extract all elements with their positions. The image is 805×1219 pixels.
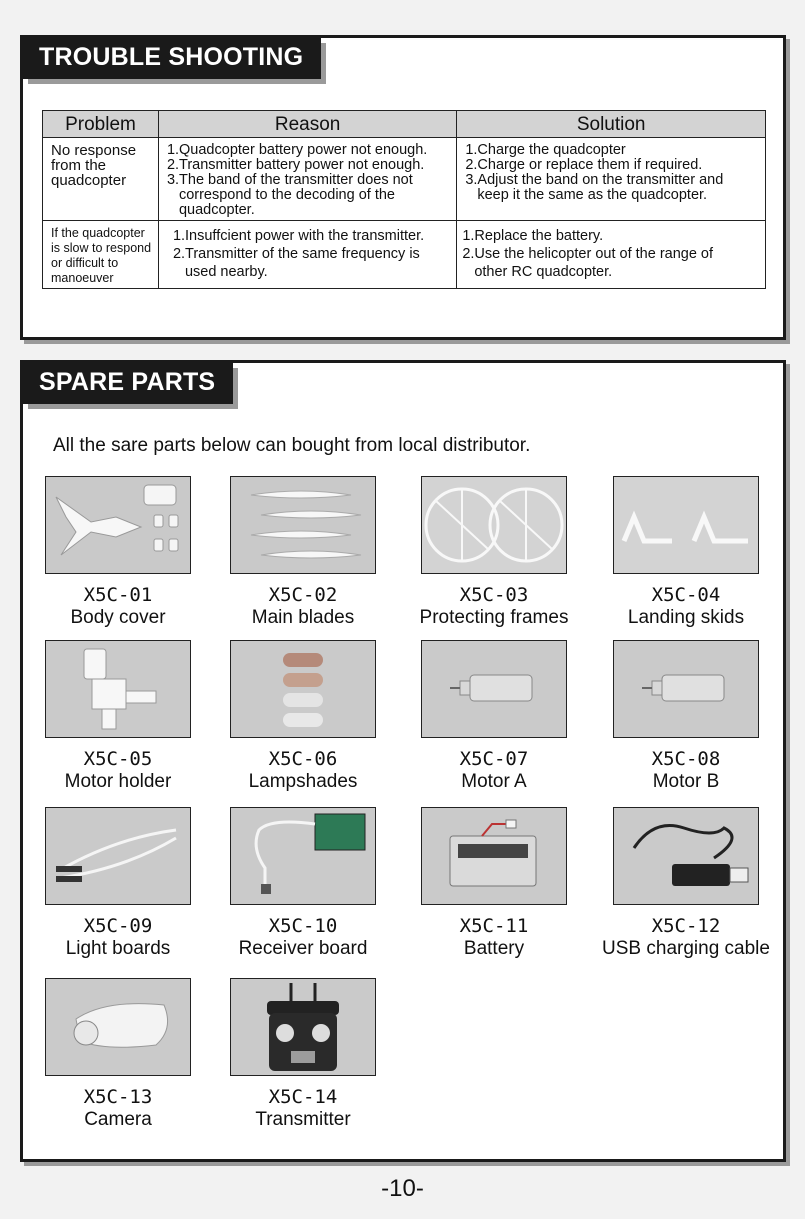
main-blades-image [230, 476, 376, 574]
part-code: X5C-02 [268, 584, 338, 606]
reason-line: correspond to the decoding of the [178, 187, 395, 203]
page-number: -10- [381, 1175, 424, 1202]
part-code: X5C-07 [459, 748, 529, 770]
motor-holder-image [45, 640, 191, 738]
part-name: Main blades [251, 607, 355, 628]
motor-b-image [613, 640, 759, 738]
part-code: X5C-06 [268, 748, 338, 770]
part-name: Camera [84, 1109, 152, 1130]
part-body-cover [23, 476, 213, 630]
part-name: Transmitter [255, 1109, 351, 1130]
header-problem: Problem [43, 111, 159, 138]
part-light-boards [23, 807, 213, 961]
part-motor-b [591, 640, 781, 794]
part-code: X5C-09 [83, 915, 153, 937]
part-code: X5C-12 [651, 915, 721, 937]
solution-line: 3.Adjust the band on the transmitter and [465, 172, 724, 188]
solution-line: 1.Replace the battery. [462, 228, 604, 244]
part-landing-skids [591, 476, 781, 630]
reason-line: 1.Quadcopter battery power not enough. [166, 142, 428, 158]
part-name: Battery [463, 938, 525, 959]
problem-line: If the quadcopter [51, 226, 145, 240]
reason-line: quadcopter. [178, 202, 255, 218]
solution-line: 2.Use the helicopter out of the range of [462, 246, 714, 262]
part-protecting-frames [399, 476, 589, 630]
reason-line: used nearby. [184, 264, 268, 280]
reason-line: 2.Transmitter of the same frequency is [172, 246, 420, 262]
reason-cell [158, 138, 456, 221]
part-code: X5C-11 [459, 915, 529, 937]
transmitter-image [230, 978, 376, 1076]
problem-line: or difficult to [51, 256, 119, 270]
protecting-frames-image [421, 476, 567, 574]
problem-line: manoeuver [51, 271, 114, 285]
receiver-board-image [230, 807, 376, 905]
solution-cell [457, 138, 766, 221]
spare-parts-panel [20, 360, 786, 1162]
part-receiver-board [208, 807, 398, 961]
solution-cell [457, 221, 766, 289]
part-name: Receiver board [238, 938, 368, 959]
part-usb-charging-cable [591, 807, 781, 961]
reason-line: 2.Transmitter battery power not enough. [166, 157, 425, 173]
part-code: X5C-10 [268, 915, 338, 937]
part-name: Motor B [652, 771, 720, 792]
part-name: Motor holder [64, 771, 172, 792]
problem-line: quadcopter [51, 172, 127, 189]
part-motor-a [399, 640, 589, 794]
table-row [43, 138, 766, 221]
part-lampshades [208, 640, 398, 794]
part-code: X5C-01 [83, 584, 153, 606]
part-main-blades [208, 476, 398, 630]
part-code: X5C-03 [459, 584, 529, 606]
lampshades-image [230, 640, 376, 738]
body-cover-image [45, 476, 191, 574]
reason-line: 3.The band of the transmitter does not [166, 172, 413, 188]
part-name: Motor A [461, 771, 527, 792]
solution-line: 1.Charge the quadcopter [465, 142, 626, 158]
spare-parts-title: SPARE PARTS [23, 363, 233, 404]
part-name: Body cover [70, 607, 166, 628]
camera-image [45, 978, 191, 1076]
part-code: X5C-04 [651, 584, 721, 606]
part-transmitter [208, 978, 398, 1132]
trouble-shooting-title: TROUBLE SHOOTING [23, 38, 321, 79]
problem-line: No response [51, 142, 137, 159]
light-boards-image [45, 807, 191, 905]
header-solution: Solution [457, 111, 766, 138]
part-name: Landing skids [627, 607, 745, 628]
reason-cell [158, 221, 456, 289]
part-name: Light boards [65, 938, 171, 959]
problem-line: is slow to respond [51, 241, 152, 255]
part-motor-holder [23, 640, 213, 794]
solution-line: other RC quadcopter. [474, 264, 613, 280]
motor-a-image [421, 640, 567, 738]
solution-line: 2.Charge or replace them if required. [465, 157, 703, 173]
part-code: X5C-13 [83, 1086, 153, 1108]
table-row [43, 221, 766, 289]
part-name: Protecting frames [419, 607, 569, 628]
part-code: X5C-05 [83, 748, 153, 770]
solution-line: keep it the same as the quadcopter. [477, 187, 708, 203]
table-header-row [43, 111, 766, 138]
battery-image [421, 807, 567, 905]
part-battery [399, 807, 589, 961]
part-code: X5C-14 [268, 1086, 338, 1108]
trouble-shooting-table [42, 110, 766, 289]
part-code: X5C-08 [651, 748, 721, 770]
spare-parts-intro: All the sare parts below can bought from local distributor. [53, 435, 531, 456]
part-name: USB charging cable [602, 938, 770, 959]
problem-cell [43, 138, 159, 221]
header-reason: Reason [158, 111, 456, 138]
part-name: Lampshades [248, 771, 358, 792]
problem-cell [43, 221, 159, 289]
trouble-shooting-panel [20, 35, 786, 340]
part-camera [23, 978, 213, 1132]
problem-line: from the [51, 157, 107, 174]
reason-line: 1.Insuffcient power with the transmitter. [172, 228, 425, 244]
usb-charging-cable-image [613, 807, 759, 905]
landing-skids-image [613, 476, 759, 574]
